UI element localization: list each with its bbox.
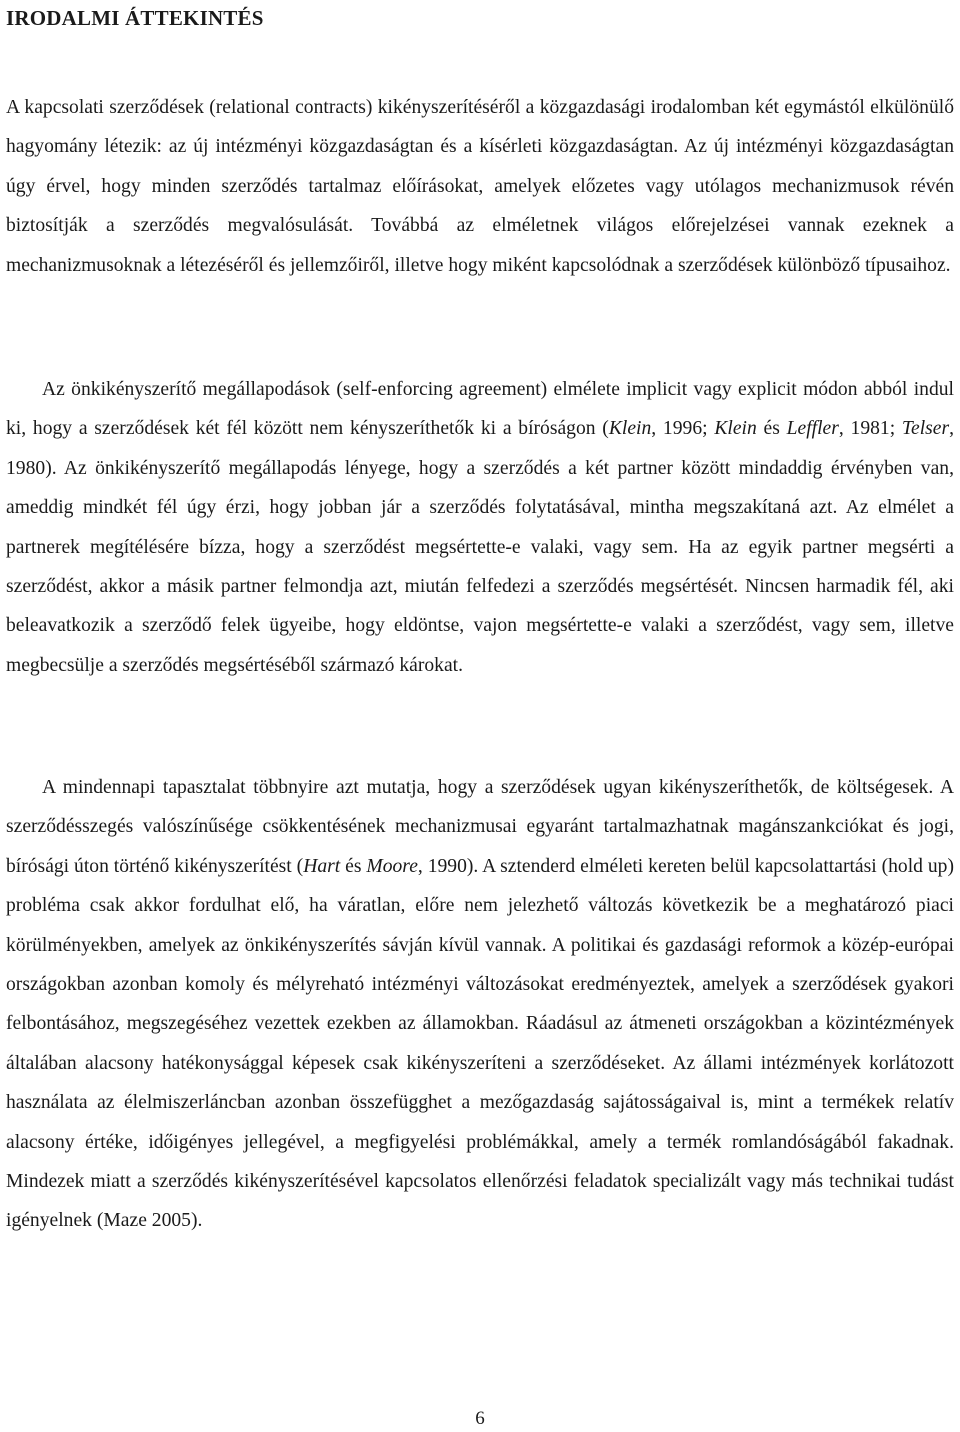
citation-author: Klein [714, 418, 757, 440]
paragraph-2-text-a: Az önkikényszerítő megállapodások (self-enforcing agreement) elmélete implicit vagy explicit módon abból indul ki, hogy a szerződések két fél között nem kényszeríthetők ki a bíróságon ( [6, 379, 954, 440]
paragraph-2-text-e: , 1980). Az önkikényszerítő megállapodás lényege, hogy a szerződés a két partner között mindaddig érvényben van, ameddig mindkét fél úgy érzi, hogy jobban jár a szerződés folytatásával, mintha megszakítaná azt. Az elmélet a partnerek megítélésére bízza, hogy a szerződést megsértette-e valaki, vagy sem. Ha az egyik partner megsérti a szerződést, akkor a másik partner felmondja azt, miután felfedezi a szerződés megsértését. Nincsen harmadik fél, aki beleavatkozik a szerződő felek ügyeibe, hogy eldöntse, vajon megsértette-e valaki a szerződést, vagy sem, illetve megbecsülje a szerződés megsértéséből származó károkat. [6, 418, 955, 676]
section-heading: IRODALMI ÁTTEKINTÉS [6, 6, 264, 30]
paragraph-1 [6, 88, 954, 285]
paragraph-3-text-c: , 1990). A sztenderd elméleti kereten belül kapcsolattartási (hold up) probléma csak akkor fordulhat elő, ha váratlan, előre nem jelezhető változás következik be a meghatározó piaci körülményekben, amelyek az önkikényszerítés sávján kívül vannak. A politikai és gazdasági reformok a közép-európai országokban azonban komoly és mélyreható intézményi változásokat eredményeztek, amelyek a szerződések gyakori felbontásához, megszegéséhez vezettek ezekben az államokban. Ráadásul az átmeneti országokban a közintézmények általában alacsony hatékonysággal képesek csak kikényszeríteni a szerződéseket. Az állami intézmények korlátozott használata az élelmiszerláncban azonban összefügghet a mezőgazdaság sajátosságaival is, mint a termékek relatív alacsony értéke, időigényes jellegével, a megfigyelési problémákkal, amely a termék romlandóságából fakadnak. Mindezek miatt a szerződés kikényszerítésével kapcsolatos ellenőrzési feladatok specializált vagy más technikai tudást igényelnek (Maze 2005). [6, 855, 954, 1232]
paragraph-1-text: A kapcsolati szerződések (relational contracts) kikényszerítéséről a közgazdasági irodalomban két egymástól elkülönülő hagyomány létezik: az új intézményi közgazdaságtan és a kísérleti közgazdaságtan. Az új intézményi közgazdaságtan úgy érvel, hogy minden szerződés tartalmaz előírásokat, amelyek előzetes vagy utólagos mechanizmusok révén biztosítják a szerződés megvalósulását. Továbbá az elméletnek világos előrejelzései vannak ezeknek a mechanizmusoknak a létezéséről és jellemzőiről, illetve hogy miként kapcsolódnak a szerződések különböző típusaihoz. [6, 97, 954, 276]
paragraph-2-text-d: , 1981; [838, 418, 902, 440]
citation-author: Telser [901, 418, 950, 440]
document-page [6, 0, 956, 1432]
citation-author: Moore [366, 855, 418, 877]
paragraph-2-text-b: , 1996; [651, 418, 715, 440]
page-number: 6 [475, 1408, 485, 1429]
paragraph-3-text-a: A mindennapi tapasztalat többnyire azt mutatja, hogy a szerződések ugyan kikényszeríthetők, de költségesek. A szerződésszegés valószínűsége csökkentésének mechanizmusai egyaránt tartalmazhatnak magánszankciókat és jogi, bírósági úton történő kikényszerítést ( [6, 777, 954, 877]
citation-author: Hart [303, 855, 341, 877]
citation-author: Klein [608, 418, 652, 440]
paragraph-2-text-c: és [756, 418, 787, 440]
paragraph-2 [6, 370, 954, 685]
citation-author: Leffler [786, 418, 839, 440]
paragraph-3-text-b: és [340, 855, 367, 877]
paragraph-3 [6, 768, 954, 1241]
